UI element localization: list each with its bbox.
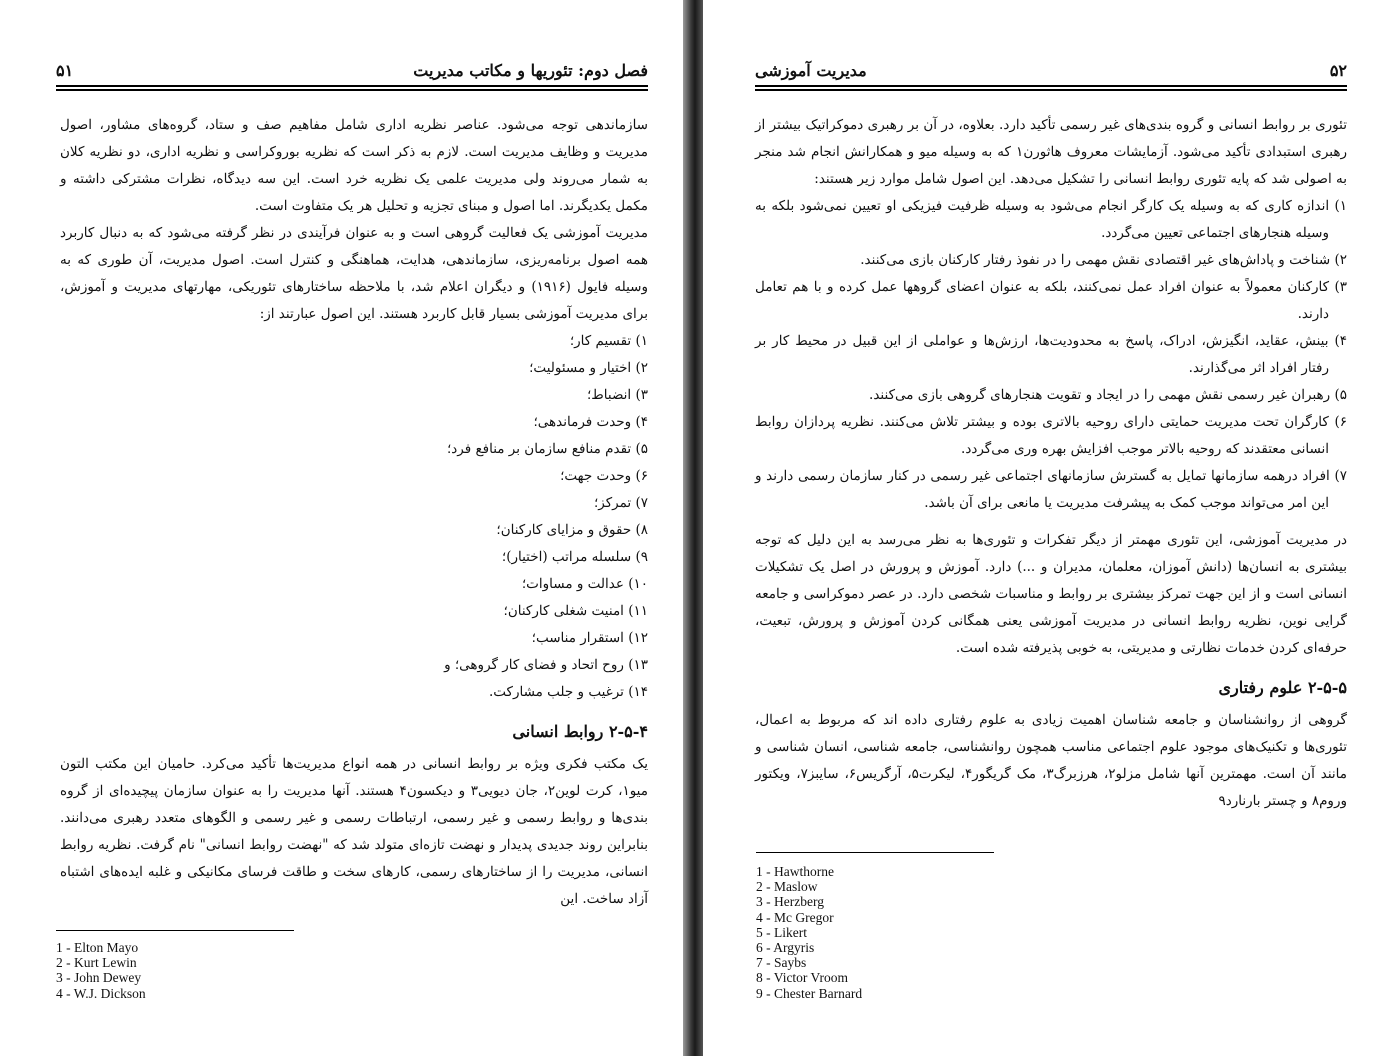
list-item: ۱۳) روح اتحاد و فضای کار گروهی؛ و <box>444 657 648 673</box>
left-footnote-rule <box>56 930 294 931</box>
list-item: ۲) اختیار و مسئولیت؛ <box>529 360 648 376</box>
footnote: 2 - Kurt Lewin <box>56 955 137 971</box>
list-item: ۴) وحدت فرماندهی؛ <box>533 414 648 430</box>
list-item: ۱۲) استقرار مناسب؛ <box>531 630 648 646</box>
list-item: ۹) سلسله مراتب (اختیار)؛ <box>501 549 648 565</box>
footnote: 7 - Saybs <box>756 955 807 971</box>
book-gutter <box>683 0 703 1056</box>
list-item: ۶) کارگران تحت مدیریت حمایتی دارای روحیه بالاتری بوده و بیشتر تلاش می‌کنند. نظریه پردازان روابط انسانی معتقدند که روحیه بالاتر موجب افزایش بهره وری می‌گردد. <box>755 414 1347 457</box>
human-relations-principles-list <box>755 193 1347 517</box>
list-item: ۵) رهبران غیر رسمی نقش مهمی را در ایجاد و تقویت هنجارهای گروهی بازی می‌کنند. <box>869 387 1347 403</box>
left-page <box>0 0 683 1056</box>
list-item: ۱) تقسیم کار؛ <box>569 333 648 349</box>
list-item: ۱۰) عدالت و مساوات؛ <box>521 576 648 592</box>
right-footnote-rule <box>756 852 994 853</box>
left-section-paragraph: یک مکتب فکری ویژه بر روابط انسانی در همه انواع مدیریت‌ها تأکید می‌کرد. حامیان این مکتب التون میو۱، کرت لوین۲، جان دیویی۳ و دیکسون۴ هستند. آنها مدیریت را به عنوان سازمان پیچیده‌ای از گروه بندی‌ها و روابط رسمی و غیر رسمی، ارتباطات رسمی و غیر رسمی و الگوهای متعدد رهبری می‌دانند. بنابراین روند جدیدی پدیدار و نهضت تازه‌ای متولد شد که "نهضت روابط انسانی" نام گرفت. نظریه روابط انسانی، مدیریت را از ساختارهای رسمی، کارهای سخت و طاقت فرسای مکانیکی و غلبه ایده‌های اشتباه آزاد ساخت. این <box>60 756 648 907</box>
right-section-paragraph: گروهی از روانشناسان و جامعه شناسان اهمیت زیادی به علوم رفتاری داده اند که مربوط به اعمال، تئوری‌ها و تکنیک‌های موجود علوم اجتماعی مناسب همچون روانشناسی، جامعه شناسی، انسان شناسی و مانند آن است. مهمترین آنها شامل مزلو۲، هرزبرگ۳، مک گریگور۴، لیکرت۵، آرگریس۶، سایبز۷، ویکتور وروم۸ و چستر بارنارد۹ <box>755 712 1348 809</box>
left-paragraph-2: مدیریت آموزشی یک فعالیت گروهی است و به عنوان فرآیندی در نظر گرفته می‌شود که به دنبال کاربرد همه اصول برنامه‌ریزی، سازماندهی، هدایت، هماهنگی و کنترل است. اصول مدیریت، آن طوری که به وسیله فایول (۱۹۱۶) و دیگران اعلام شد، با ملاحظه ساختارهای تئوریکی، مهارتهای مدیریت و آموزش، برای مدیریت آموزشی بسیار قابل کاربرد هستند. این اصول عبارتند از: <box>60 225 648 322</box>
left-section-heading: ۲-۵-۴ روابط انسانی <box>512 722 648 741</box>
right-page-body <box>755 112 1347 815</box>
left-header-rule <box>56 85 648 87</box>
right-running-title: مدیریت آموزشی <box>755 60 867 80</box>
list-item: ۱) اندازه کاری که به وسیله یک کارگر انجام می‌شود به وسیله ظرفیت فیزیکی او تعیین نمی‌شود بلکه به وسیله هنجارهای اجتماعی تعیین می‌گردد. <box>755 198 1347 241</box>
left-running-title: فصل دوم: تئوریها و مکاتب مدیریت <box>413 60 648 80</box>
right-page-number: ۵۲ <box>1329 60 1347 80</box>
left-footnotes <box>56 940 356 1001</box>
right-header-rule <box>755 85 1347 87</box>
right-paragraph-1: تئوری بر روابط انسانی و گروه بندی‌های غیر رسمی تأکید دارد. بعلاوه، در آن بر رهبری دموکراتیک بیشتر از رهبری استبدادی تأکید می‌شود. آزمایشات معروف هاثورن۱ که به وسیله میو و همکارانش انجام شد منجر به اصولی شد که پایه تئوری روابط انسانی را تشکیل می‌دهد. این اصول شامل موارد زیر هستند: <box>755 117 1347 187</box>
footnote: 4 - Mc Gregor <box>756 909 834 925</box>
list-item: ۲) شناخت و پاداش‌های غیر اقتصادی نقش مهمی را در نفوذ رفتار کارکنان بازی می‌کنند. <box>860 252 1347 268</box>
list-item: ۴) بینش، عقاید، انگیزش، ادراک، پاسخ به محدودیت‌ها، ارزش‌ها و عواملی از این قبیل در محیط کار بر رفتار افراد اثر می‌گذارند. <box>755 333 1347 376</box>
footnote: 3 - John Dewey <box>56 970 142 986</box>
footnote: 8 - Victor Vroom <box>756 970 848 986</box>
left-paragraph-1: سازماندهی توجه می‌شود. عناصر نظریه اداری شامل مفاهیم صف و ستاد، گروه‌های مشاور، اصول مدیریت و وظایف مدیریت است. لازم به ذکر است که نظریه بوروکراسی و نظریه اداری، دو نظریه کلان به شمار می‌روند ولی مدیریت علمی یک نظریه خرد است. این سه دیدگاه، نظرات مشترکی داشته و مکمل یکدیگرند. اما اصول و مبنای تجزیه و تحلیل هر یک متفاوت است. <box>60 117 648 214</box>
list-item: ۸) حقوق و مزایای کارکنان؛ <box>496 522 648 538</box>
right-footnotes <box>756 864 1056 1001</box>
list-item: ۱۴) ترغیب و جلب مشارکت. <box>488 684 648 700</box>
list-item: ۳) کارکنان معمولاً به عنوان افراد عمل نمی‌کنند، بلکه به عنوان اعضای گروهها عمل کرده و با هم تعامل دارند. <box>755 279 1347 322</box>
footnote: 4 - W.J. Dickson <box>56 985 146 1001</box>
footnote: 1 - Elton Mayo <box>56 940 139 955</box>
list-item: ۱۱) امنیت شغلی کارکنان؛ <box>503 603 648 619</box>
right-section-heading: ۲-۵-۵ علوم رفتاری <box>1218 678 1347 697</box>
list-item: ۳) انضباط؛ <box>586 387 648 403</box>
list-item: ۶) وحدت جهت؛ <box>560 468 648 484</box>
list-item: ۵) تقدم منافع سازمان بر منافع فرد؛ <box>446 441 648 457</box>
right-paragraph-2: در مدیریت آموزشی، این تئوری مهمتر از دیگر تفکرات و تئوری‌ها به نظر می‌رسد به این دلیل که توجه بیشتری به انسان‌ها (دانش آموزان، معلمان، مدیران و ...) دارد. آموزش و پرورش در اصل یک تشکیلات انسانی است و از این جهت تمرکز بیشتری بر روابط و مناسبات شخصی دارد. در عصر دموکراسی و جامعه گرایی نوین، نظریه روابط انسانی در مدیریت آموزشی یعنی همگانی کردن آموزش و پرورش، تبعیت، حرفه‌ای کردن خدمات نظارتی و مدیریتی، به خوبی پذیرفته شده است. <box>755 532 1347 656</box>
principles-list <box>60 328 648 706</box>
footnote: 2 - Maslow <box>756 879 818 895</box>
list-item: ۷) افراد درهمه سازمانها تمایل به گسترش سازمانهای اجتماعی غیر رسمی در کنار سازمان رسمی دارند و این امر می‌تواند موجب کمک به پیشرفت مدیریت یا مانعی برای آن باشد. <box>755 468 1347 511</box>
footnote: 5 - Likert <box>756 924 807 940</box>
footnote: 6 - Argyris <box>756 940 815 956</box>
list-item: ۷) تمرکز؛ <box>593 495 648 511</box>
footnote: 3 - Herzberg <box>756 894 824 910</box>
left-page-body <box>60 112 648 913</box>
left-page-header <box>56 58 648 82</box>
left-page-number: ۵۱ <box>56 60 74 80</box>
right-page-header <box>755 58 1347 82</box>
footnote: 1 - Hawthorne <box>756 864 834 879</box>
footnote: 9 - Chester Barnard <box>756 985 863 1001</box>
